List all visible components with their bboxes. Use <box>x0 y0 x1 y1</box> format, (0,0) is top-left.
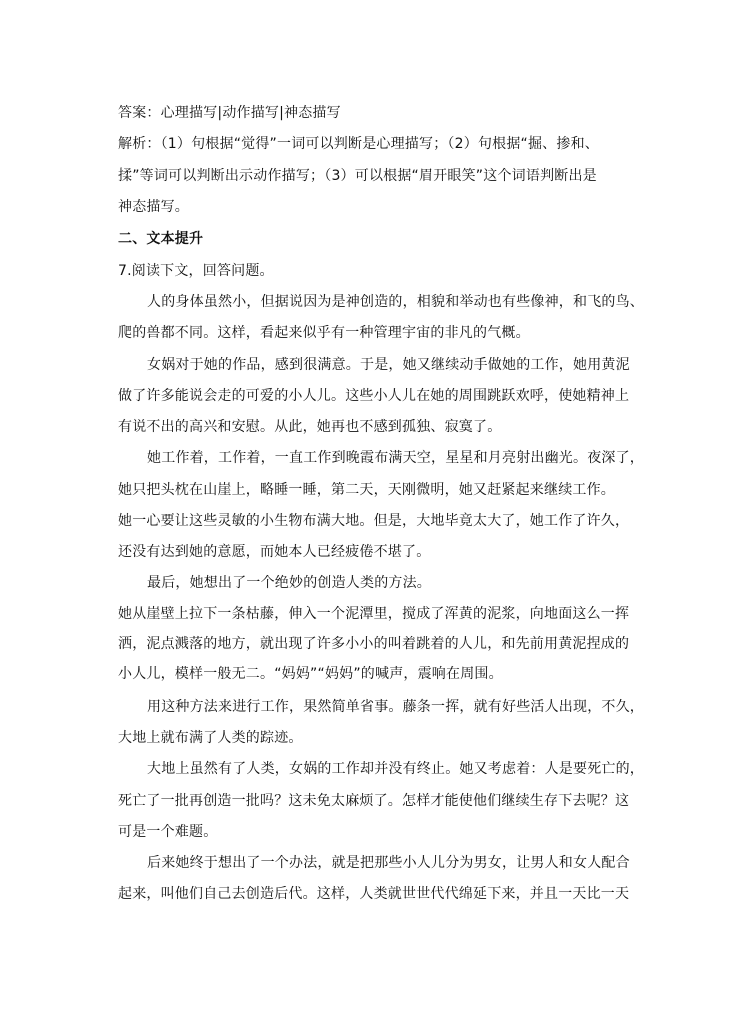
question-prompt: 7.阅读下文，回答问题。 <box>118 263 274 279</box>
analysis-line-2: 揉”等词可以判断出示动作描写；（3）可以根据“眉开眼笑”这个词语判断出是 <box>118 168 597 184</box>
passage-line: 她从崖壁上拉下一条枯藤，伸入一个泥潭里，搅成了浑黄的泥浆，向地面这么一挥 <box>118 606 630 622</box>
passage-line: 小人儿，模样一般无二。“妈妈”“妈妈”的喊声，震响在周围。 <box>118 666 503 682</box>
passage-line: 还没有达到她的意愿，而她本人已经疲倦不堪了。 <box>118 544 431 560</box>
passage-line: 她只把头枕在山崖上，略睡一睡，第二天，天刚微明，她又赶紧起来继续工作。 <box>118 482 615 498</box>
passage-line: 起来，叫他们自己去创造后代。这样，人类就世世代代绵延下来，并且一天比一天 <box>118 886 630 902</box>
passage-line: 最后，她想出了一个绝妙的创造人类的方法。 <box>147 575 431 591</box>
answer-line: 答案：心理描写|动作描写|神态描写 <box>118 105 341 121</box>
passage-line: 人的身体虽然小，但据说因为是神创造的，相貌和举动也有些像神，和飞的鸟、 <box>147 294 644 310</box>
section-heading: 二、文本提升 <box>118 231 204 247</box>
passage-line: 有说不出的高兴和安慰。从此，她再也不感到孤独、寂寞了。 <box>118 419 502 435</box>
passage-line: 大地上虽然有了人类，女娲的工作却并没有终止。她又考虑着：人是要死亡的， <box>147 761 644 777</box>
passage-line: 女娲对于她的作品，感到很满意。于是，她又继续动手做她的工作，她用黄泥 <box>147 357 630 373</box>
passage-line: 死亡了一批再创造一批吗？这未免太麻烦了。怎样才能使他们继续生存下去呢？这 <box>118 793 630 809</box>
passage-line: 可是一个难题。 <box>118 824 218 840</box>
passage-line: 做了许多能说会走的可爱的小人儿。这些小人儿在她的周围跳跃欢呼，使她精神上 <box>118 388 630 404</box>
passage-line: 她工作着，工作着，一直工作到晚霞布满天空，星星和月亮射出幽光。夜深了， <box>147 450 644 466</box>
passage-line: 用这种方法来进行工作，果然简单省事。藤条一挥，就有好些活人出现，不久， <box>147 699 644 715</box>
passage-line: 洒，泥点溅落的地方，就出现了许多小小的叫着跳着的人儿，和先前用黄泥捏成的 <box>118 636 630 652</box>
passage-line: 大地上就布满了人类的踪迹。 <box>118 730 303 746</box>
analysis-line-1: 解析：（1）句根据“觉得”一词可以判断是心理描写；（2）句根据“掘、掺和、 <box>118 136 599 152</box>
analysis-line-3: 神态描写。 <box>118 199 189 215</box>
passage-line: 爬的兽都不同。这样，看起来似乎有一种管理宇宙的非凡的气概。 <box>118 325 530 341</box>
passage-line: 后来她终于想出了一个办法，就是把那些小人儿分为男女，让男人和女人配合 <box>147 855 630 871</box>
passage-line: 她一心要让这些灵敏的小生物布满大地。但是，大地毕竟太大了，她工作了许久， <box>118 513 630 529</box>
